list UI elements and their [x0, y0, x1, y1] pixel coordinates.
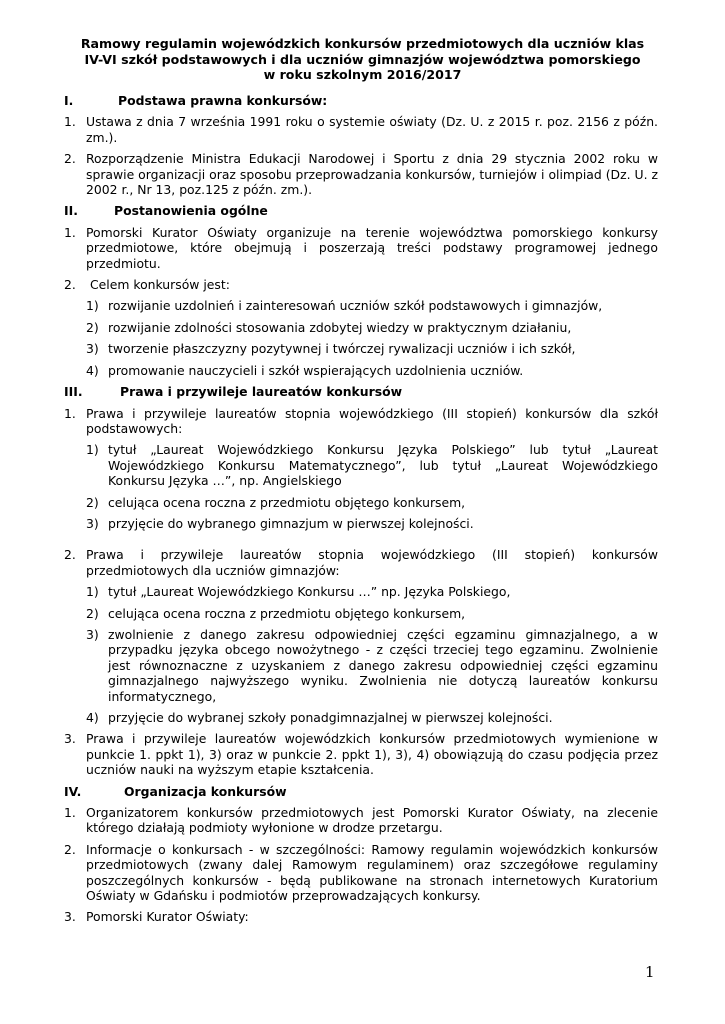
item-text: Prawa i przywileje laureatów wojewódzkich konkursów przedmiotowych wymienione w punkcie 1. ppkt 1), 3) oraz w punkcie 2. ppkt 1), 3), 4) obowiązują do czasu podjęcia przez uczniów nauki na wyższym etapie kształcenia. [86, 731, 658, 778]
item-number: 3. [64, 909, 76, 925]
item-text: Informacje o konkursach - w szczególności: Ramowy regulamin wojewódzkich konkursów przedmiotowych (zwany dalej Ramowym regulaminem) oraz szczegółowe regulaminy poszczególnych konkursów - będą publikowane na stronach internetowych Kuratorium Oświaty w Gdańsku i podmiotów przeprowadzających konkursy. [86, 841, 658, 904]
item-text: Organizatorem konkursów przedmiotowych jest Pomorski Kurator Oświaty, na zlecenie którego działają podmioty wyłonione w drodze przetargu. [86, 805, 658, 836]
sub-item-number: 3) [86, 515, 99, 531]
item-text: Ustawa z dnia 7 września 1991 roku o systemie oświaty (Dz. U. z 2015 r. poz. 2156 z późn. zm.). [86, 114, 658, 145]
item-text: Prawa i przywileje laureatów stopnia wojewódzkiego (III stopień) konkursów przedmiotowych dla uczniów gimnazjów: [86, 547, 658, 578]
section-title: Postanowienia ogólne [114, 203, 268, 219]
list-item [64, 805, 658, 836]
sub-item-text: rozwijanie uzdolnień i zainteresowań uczniów szkół podstawowych i gimnazjów, [108, 298, 603, 314]
sub-item [86, 363, 658, 378]
section-title: Podstawa prawna konkursów: [118, 93, 328, 108]
item-number: 2. [64, 547, 76, 563]
sub-item-number: 2) [86, 319, 99, 335]
list-item [64, 277, 658, 292]
title-line-1: Ramowy regulamin wojewódzkich konkursów przedmiotowych dla uczniów klas [80, 36, 645, 51]
item-text: Celem konkursów jest: [90, 277, 230, 293]
sub-item-text: tytuł „Laureat Wojewódzkiego Konkursu …” np. Języka Polskiego, [108, 584, 511, 600]
list-item [64, 114, 658, 145]
sub-item-number: 2) [86, 605, 99, 621]
section-heading-2 [64, 203, 658, 218]
sub-item [86, 320, 658, 335]
item-text: Pomorski Kurator Oświaty organizuje na terenie województwa pomorskiego konkursy przedmiotowe, które obejmują i poszerzają treści podstawy programowej jednego przedmiotu. [86, 224, 658, 271]
sub-item [86, 495, 658, 510]
item-text: Prawa i przywileje laureatów stopnia wojewódzkiego (III stopień) konkursów dla szkół podstawowych: [86, 405, 658, 436]
sub-item-number: 4) [86, 362, 99, 378]
section-number: I. [64, 93, 74, 108]
item-number: 1. [64, 405, 76, 421]
spacer [64, 537, 658, 547]
document-title [60, 36, 665, 83]
sub-item-text: promowanie nauczycieli i szkół wspierających uzdolnienia uczniów. [108, 362, 524, 378]
item-number: 1. [64, 805, 76, 821]
sub-item-text: tworzenie płaszczyzny pozytywnej i twórczej rywalizacji uczniów i ich szkół, [108, 341, 576, 357]
sub-item-number: 2) [86, 494, 99, 510]
item-text: Rozporządzenie Ministra Edukacji Narodowej i Sportu z dnia 29 stycznia 2002 roku w sprawie organizacji oraz sposobu przeprowadzania konkursów, turniejów i olimpiad (Dz. U. z 2002 r., Nr 13, poz.125 z późn. zm.). [86, 151, 658, 198]
sub-item-text: rozwijanie zdolności stosowania zdobytej wiedzy w praktycznym działaniu, [108, 319, 572, 335]
section-heading-1 [64, 93, 658, 108]
item-number: 2. [64, 151, 76, 167]
sub-item-number: 3) [86, 341, 99, 357]
sub-item-number: 1) [86, 442, 99, 458]
section-heading-3 [64, 384, 658, 399]
section-number: III. [64, 384, 83, 400]
section-number: II. [64, 203, 78, 219]
section-title: Prawa i przywileje laureatów konkursów [120, 384, 403, 400]
list-item [64, 225, 658, 271]
sub-item [86, 516, 658, 531]
sub-item-number: 4) [86, 710, 99, 725]
section-title: Organizacja konkursów [124, 783, 287, 799]
sub-item-text: przyjęcie do wybranej szkoły ponadgimnazjalnej w pierwszej kolejności. [108, 710, 553, 725]
sub-item [86, 606, 658, 621]
item-text: Pomorski Kurator Oświaty: [86, 909, 249, 925]
list-item [64, 842, 658, 904]
item-number: 2. [64, 841, 76, 857]
list-item [64, 909, 658, 924]
page-number: 1 [645, 963, 655, 981]
sub-item [86, 627, 658, 704]
sub-item-text: celująca ocena roczna z przedmiotu objętego konkursem, [108, 605, 466, 621]
sub-item-text: celująca ocena roczna z przedmiotu objętego konkursem, [108, 494, 466, 510]
section-heading-4 [64, 784, 658, 799]
list-item [64, 731, 658, 777]
document-body [64, 93, 658, 931]
sub-item [86, 298, 658, 313]
sub-item [86, 584, 658, 599]
item-number: 1. [64, 224, 76, 240]
item-number: 2. [64, 277, 76, 293]
sub-item [86, 341, 658, 356]
title-line-3: w roku szkolnym 2016/2017 [263, 67, 462, 82]
sub-item-number: 1) [86, 584, 99, 600]
list-item [64, 406, 658, 437]
sub-item [86, 710, 658, 725]
item-number: 1. [64, 114, 76, 130]
sub-item-text: przyjęcie do wybranego gimnazjum w pierwszej kolejności. [108, 515, 474, 531]
sub-item-number: 1) [86, 298, 99, 314]
sub-item [86, 442, 658, 488]
sub-item-number: 3) [86, 626, 99, 642]
list-item [64, 547, 658, 578]
item-number: 3. [64, 731, 76, 747]
list-item [64, 151, 658, 197]
section-number: IV. [64, 783, 82, 799]
sub-item-text: tytuł „Laureat Wojewódzkiego Konkursu Języka Polskiego” lub tytuł „Laureat Wojewódzkiego Konkursu Matematycznego”, lub tytuł „Laureat Wojewódzkiego Konkursu Języka …”, np. Angielskiego [108, 442, 658, 489]
sub-item-text: zwolnienie z danego zakresu odpowiedniej części egzaminu gimnazjalnego, a w przypadku języka obcego nowożytnego - z części trzeciej tego egzaminu. Zwolnienie jest równoznaczne z uzyskaniem z danego zakresu odpowiedniej części egzaminu gimnazjalnego najwyższego wyniku. Zwolnienia nie dotyczą laureatów konkursu informatycznego, [108, 626, 658, 704]
title-line-2: IV-VI szkół podstawowych i dla uczniów gimnazjów województwa pomorskiego [84, 51, 641, 67]
